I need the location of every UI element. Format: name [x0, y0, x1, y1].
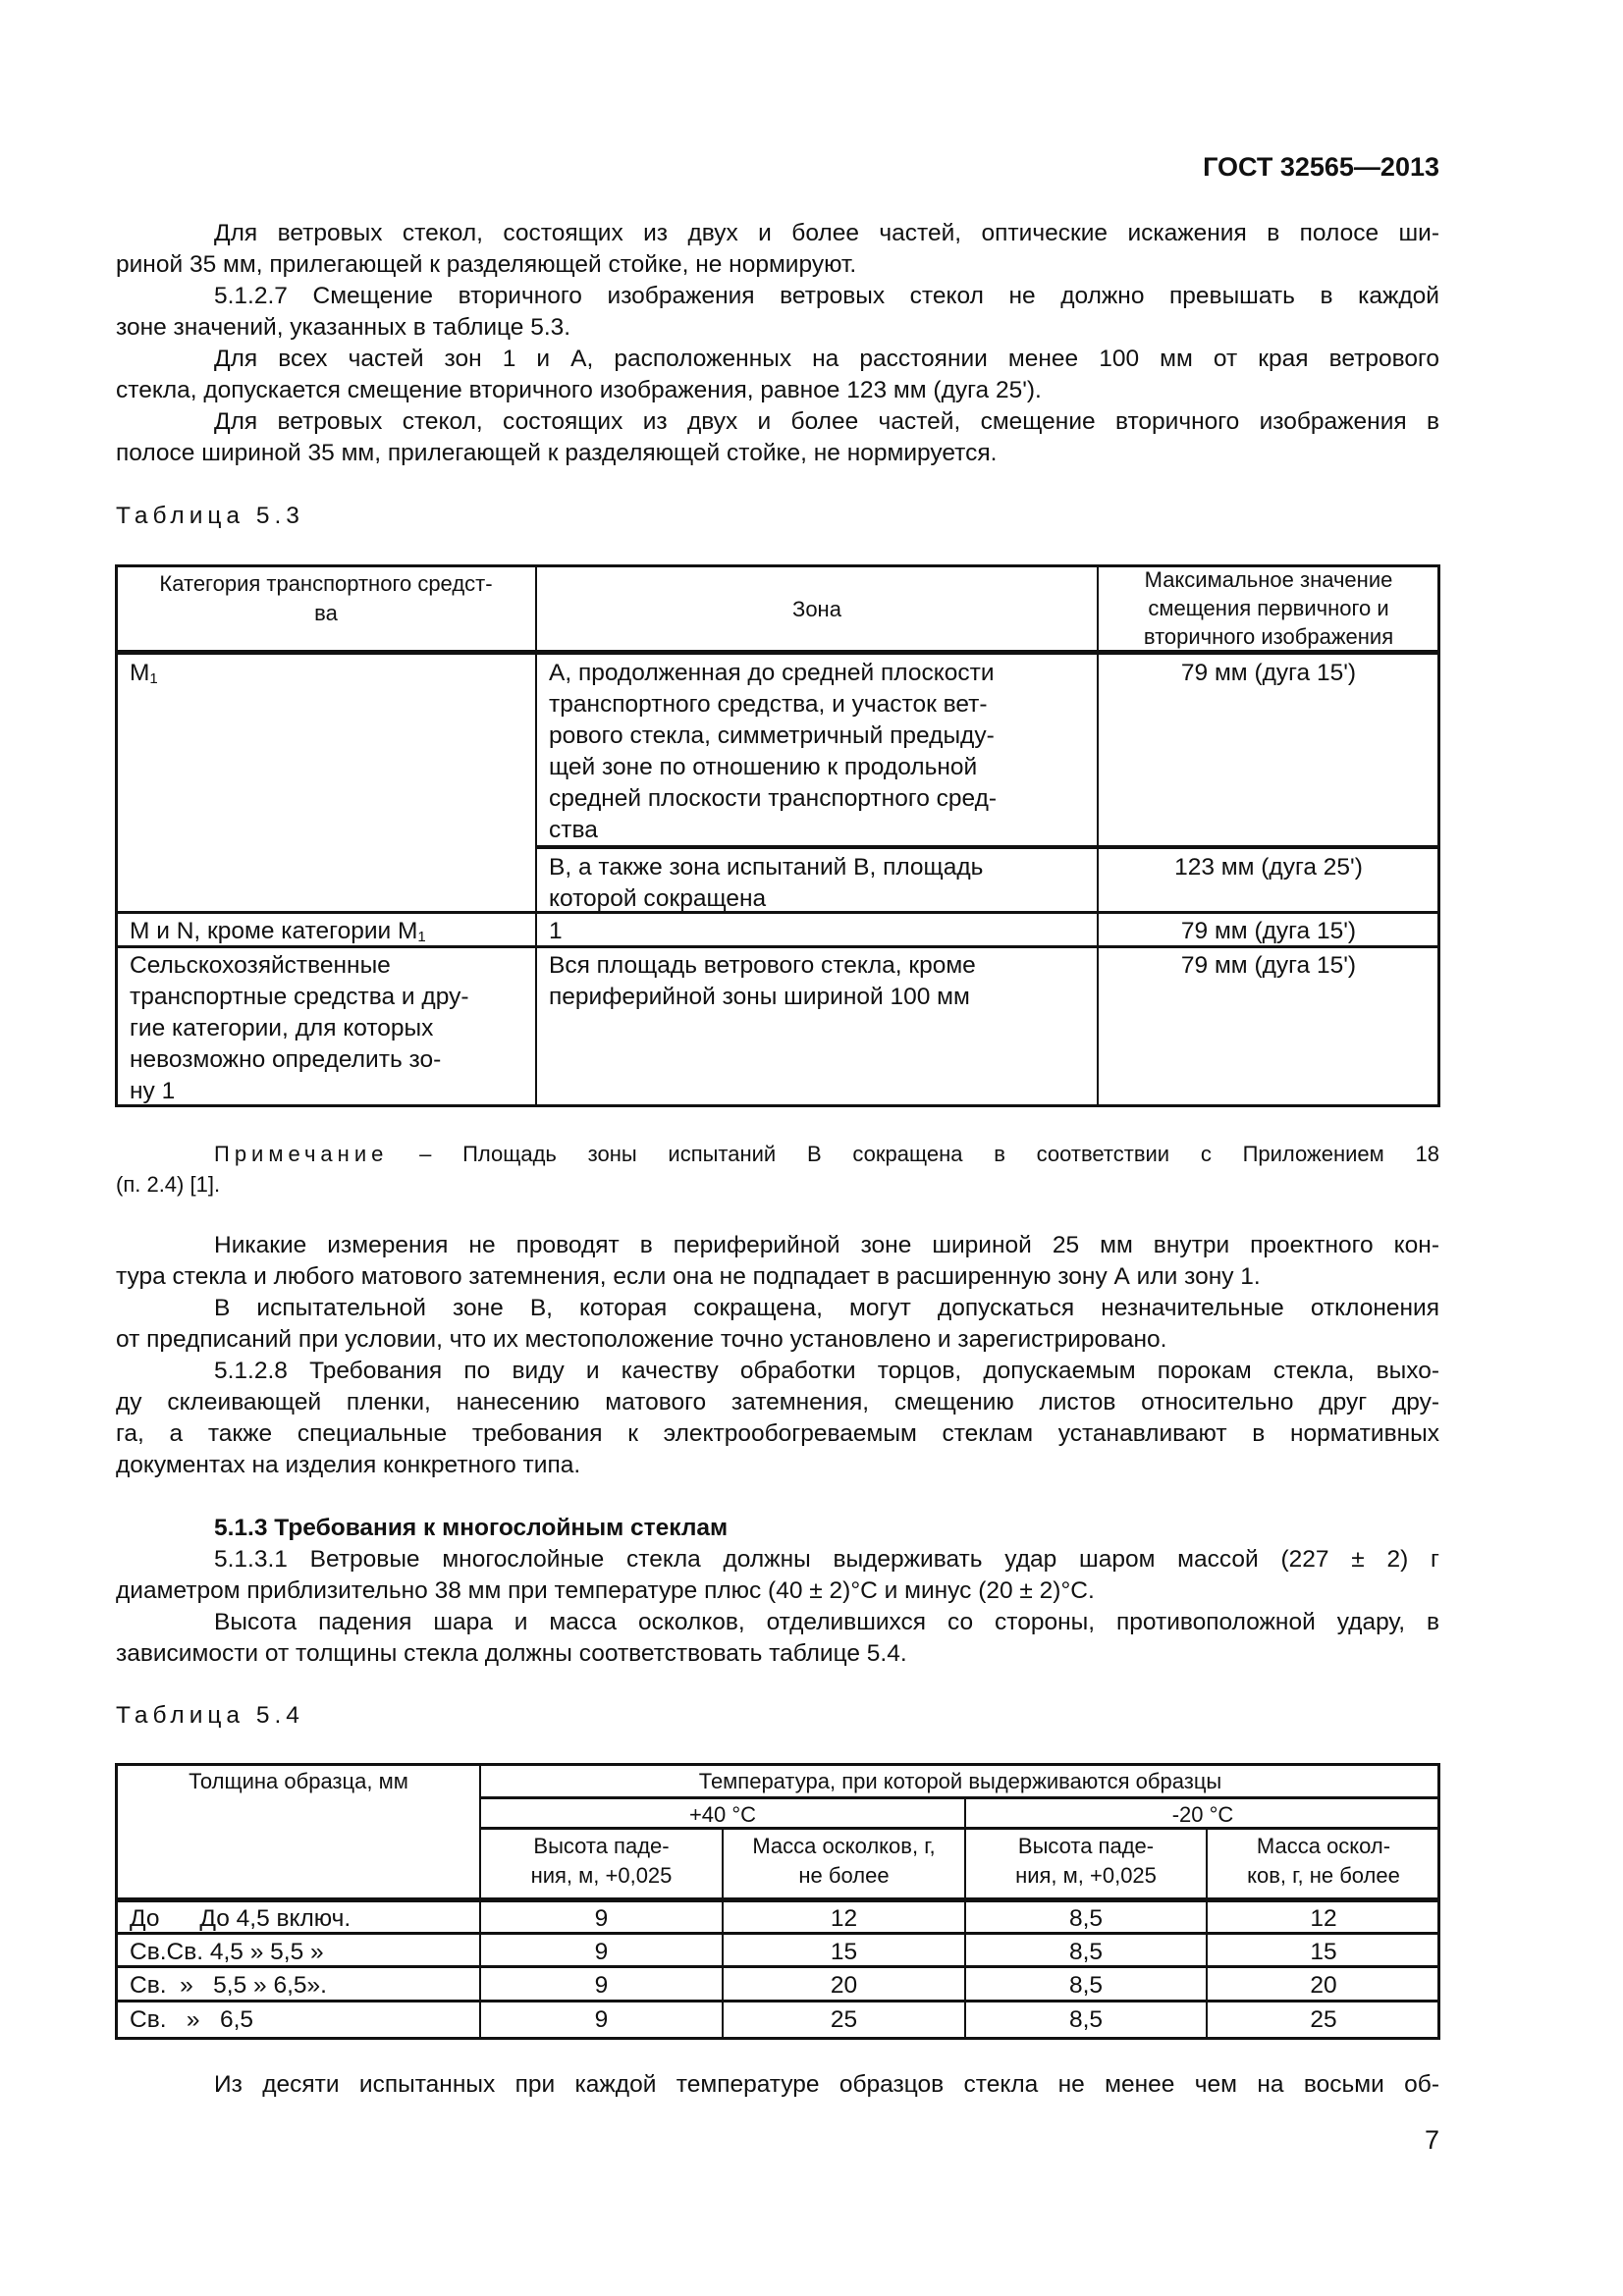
paragraph-line: Для всех частей зон 1 и А, расположенных на расстоянии менее 100 мм от края ветрового: [214, 346, 1439, 372]
cell-mass-40: 20: [830, 1972, 858, 1999]
table-cell-value: 123 мм (дуга 25'): [1174, 854, 1363, 881]
paragraph-line: Для ветровых стекол, состоящих из двух и более частей, оптические искажения в полосе ши-: [214, 220, 1439, 246]
cell-mass-40: 15: [830, 1939, 858, 1965]
subheader-line: ния, м, +0,025: [530, 1863, 673, 1888]
header-line: Максимальное значение: [1144, 567, 1393, 592]
table-5-4-caption: Таблица 5.4: [116, 1702, 304, 1729]
subheader-line: Масса оскол-: [1256, 1834, 1391, 1858]
cell-thickness: Св.Св. 4,5 » 5,5 »: [130, 1939, 324, 1965]
subheader-line: Высота паде-: [1017, 1834, 1155, 1858]
paragraphs-top: [116, 218, 1439, 469]
cell-thickness: Св. » 5,5 » 6,5».: [130, 1972, 327, 1999]
zone-line: щей зоне по отношению к продольной: [549, 754, 978, 780]
category-line: Сельскохозяйственные: [130, 952, 391, 979]
paragraphs-middle: [116, 1230, 1439, 1481]
category-subscript: 1: [417, 929, 426, 945]
header-line: смещения первичного и: [1148, 596, 1389, 620]
zone-line: ства: [549, 817, 598, 843]
header-line: Категория транспортного средст-: [159, 571, 493, 596]
paragraph-line: В испытательной зоне В, которая сокращена, могут допускаться незначительные отклонения: [214, 1295, 1439, 1321]
category-line: невозможно определить зо-: [130, 1046, 442, 1073]
paragraph-line: Высота падения шара и масса осколков, отделившихся со стороны, противоположной удару, в: [214, 1609, 1439, 1635]
cell-mass-20: 15: [1310, 1939, 1337, 1965]
category-text: M: [130, 660, 150, 686]
zone-line: транспортного средства, и участок вет-: [549, 691, 988, 718]
table-header-temperature: Температура, при которой выдерживаются образцы: [698, 1769, 1222, 1793]
paragraph-line: га, а также специальные требования к электрообогреваемым стеклам устанавливают в нормативных: [116, 1420, 1439, 1447]
table-cell-value: 79 мм (дуга 15'): [1180, 660, 1357, 686]
cell-height-40: 9: [594, 2006, 609, 2033]
paragraph-line: диаметром приблизительно 38 мм при температуре плюс (40 ± 2)°С и минус (20 ± 2)°С.: [116, 1577, 1095, 1604]
table-subheader: [966, 1830, 1206, 1893]
subheader-line: Высота паде-: [533, 1834, 670, 1858]
table-subheader: [1208, 1830, 1439, 1893]
subheader-line: не более: [798, 1863, 890, 1888]
final-paragraph: [116, 2069, 1439, 2101]
paragraph-line: зависимости от толщины стекла должны соответствовать таблице 5.4.: [116, 1640, 907, 1667]
table-note: [116, 1139, 1439, 1200]
subheader-line: ков, г, не более: [1247, 1863, 1400, 1888]
paragraph-line: риной 35 мм, прилегающей к разделяющей стойке, не нормируют.: [116, 251, 857, 278]
zone-line: А, продолженная до средней плоскости: [549, 660, 995, 686]
table-header-temp-plus40: +40 °С: [688, 1802, 757, 1827]
table-header-category: [118, 567, 534, 650]
cell-height-20: 8,5: [1068, 2006, 1104, 2033]
paragraph-line: тура стекла и любого матового затемнения, если она не подпадает в расширенную зону А или зону 1.: [116, 1263, 1261, 1290]
table-cell-zone: [537, 850, 1097, 917]
paragraph-line: Никакие измерения не проводят в периферийной зоне шириной 25 мм внутри проектного кон-: [214, 1232, 1439, 1258]
cell-height-20: 8,5: [1068, 1905, 1104, 1932]
page-number: 7: [1424, 2125, 1439, 2155]
paragraph-line: 5.1.3.1 Ветровые многослойные стекла должны выдерживать удар шаром массой (227 ± 2) г: [214, 1546, 1439, 1573]
note-text: – Площадь зоны испытаний В сокращена в соответствии с Приложением 18: [419, 1142, 1439, 1166]
paragraph-line: 5.1.2.8 Требования по виду и качеству обработки торцов, допускаемым порокам стекла, выхо-: [214, 1358, 1439, 1384]
paragraph-line: документах на изделия конкретного типа.: [116, 1452, 581, 1478]
table-5-3-caption: Таблица 5.3: [116, 503, 304, 529]
header-line: Зона: [792, 597, 841, 621]
table-cell-category: [118, 656, 534, 697]
cell-mass-20: 20: [1310, 1972, 1337, 1999]
cell-height-20: 8,5: [1068, 1939, 1104, 1965]
category-line: транспортные средства и дру-: [130, 984, 469, 1010]
table-header-max-value: [1099, 563, 1438, 652]
cell-thickness: Св. » 6,5: [130, 2006, 254, 2033]
category-line: гие категории, для которых: [130, 1015, 434, 1041]
table-subheader: [481, 1830, 722, 1893]
cell-mass-20: 25: [1310, 2006, 1337, 2033]
table-header-thickness: Толщина образца, мм: [189, 1769, 408, 1793]
paragraph-line: от предписаний при условии, что их местоположение точно установлено и зарегистрировано.: [116, 1326, 1167, 1353]
table-cell-value: 79 мм (дуга 15'): [1180, 952, 1357, 979]
paragraph-line: Для ветровых стекол, состоящих из двух и более частей, смещение вторичного изображения в: [214, 408, 1439, 435]
cell-thickness: До До 4,5 включ.: [130, 1905, 352, 1932]
note-line: [116, 1139, 1439, 1169]
zone-line: периферийной зоны шириной 100 мм: [549, 984, 970, 1010]
zone-line: которой сокращена: [549, 885, 767, 912]
paragraph-line: зоне значений, указанных в таблице 5.3.: [116, 314, 571, 341]
paragraph-line: Из десяти испытанных при каждой температуре образцов стекла не менее чем на восьми об-: [214, 2071, 1439, 2098]
note-label: Примечание: [214, 1142, 389, 1166]
category-subscript: 1: [149, 670, 158, 687]
cell-height-20: 8,5: [1068, 1972, 1104, 1999]
paragraph-line: ду склеивающей пленки, нанесению матового затемнения, смещению листов относительно друг дру-: [116, 1389, 1439, 1415]
table-subheader: [724, 1830, 964, 1893]
table-cell-value: 79 мм (дуга 15'): [1180, 918, 1357, 944]
standard-designation: ГОСТ 32565—2013: [1203, 152, 1439, 182]
table-cell-zone: [537, 656, 1097, 848]
cell-mass-20: 12: [1310, 1905, 1337, 1932]
zone-line: средней плоскости транспортного сред-: [549, 785, 998, 812]
header-line: вторичного изображения: [1143, 624, 1394, 649]
cell-height-40: 9: [594, 1905, 609, 1932]
zone-line: В, а также зона испытаний В, площадь: [549, 854, 984, 881]
note-line: (п. 2.4) [1].: [116, 1172, 221, 1197]
category-text: M и N, кроме категории M: [130, 918, 418, 944]
table-header-temp-minus20: -20 °С: [1171, 1802, 1234, 1827]
table-cell-category: [118, 948, 534, 1109]
cell-mass-40: 25: [830, 2006, 858, 2033]
section-5-1-3: [116, 1513, 1439, 1670]
category-line: ну 1: [130, 1078, 176, 1104]
paragraph-line: 5.1.2.7 Смещение вторичного изображения ветровых стекол не должно превышать в каждой: [214, 283, 1439, 309]
subheader-line: ния, м, +0,025: [1015, 1863, 1157, 1888]
zone-line: Вся площадь ветрового стекла, кроме: [549, 952, 976, 979]
section-heading: 5.1.3 Требования к многослойным стеклам: [214, 1515, 729, 1541]
subheader-line: Масса осколков, г,: [752, 1834, 936, 1858]
cell-height-40: 9: [594, 1939, 609, 1965]
cell-height-40: 9: [594, 1972, 609, 1999]
paragraph-line: полосе шириной 35 мм, прилегающей к разделяющей стойке, не нормируется.: [116, 440, 998, 466]
table-cell-zone: 1: [549, 918, 563, 944]
header-line: ва: [314, 601, 338, 625]
zone-line: рового стекла, симметричный предыду-: [549, 722, 995, 749]
table-header-zone: [537, 593, 1097, 632]
paragraph-line: стекла, допускается смещение вторичного изображения, равное 123 мм (дуга 25').: [116, 377, 1042, 403]
table-cell-zone: [537, 948, 1097, 1015]
cell-mass-40: 12: [830, 1905, 858, 1932]
